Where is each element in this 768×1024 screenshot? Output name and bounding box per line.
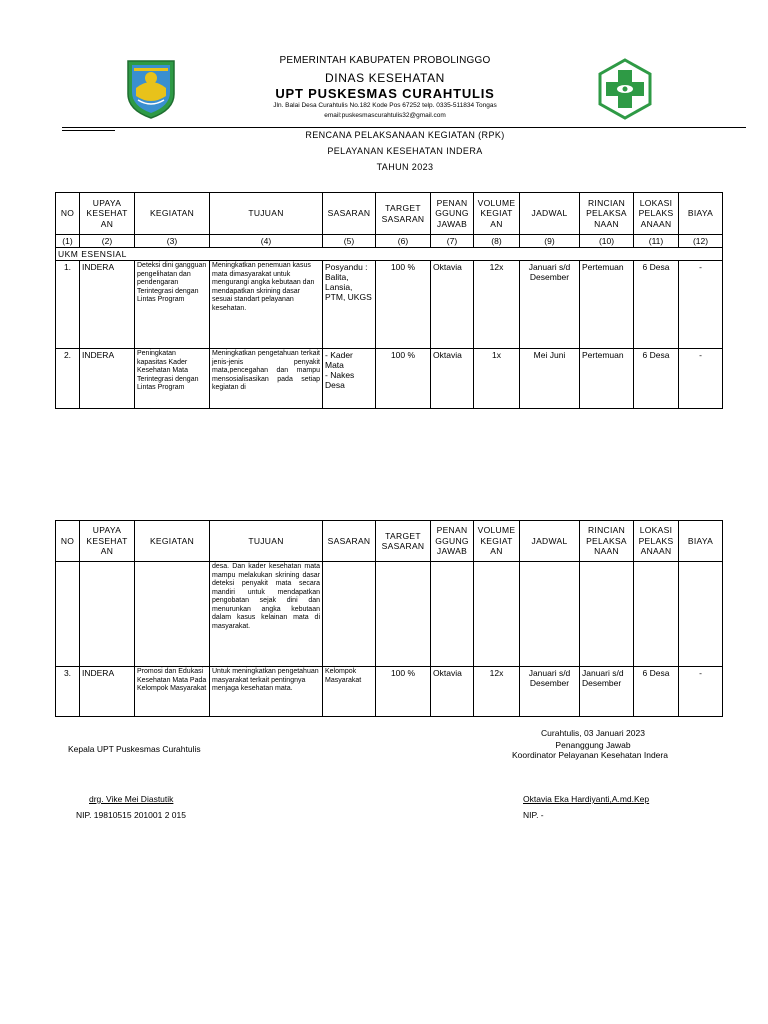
col-header: VOLUME KEGIAT AN: [474, 193, 520, 235]
row-volume: 12x: [474, 667, 520, 717]
table-row-continued: [56, 562, 723, 667]
row-no: 1.: [56, 261, 80, 349]
col-header: RINCIAN PELAKSA NAAN: [580, 521, 634, 562]
col-header: BIAYA: [679, 521, 723, 562]
col-header: UPAYA KESEHAT AN: [80, 521, 135, 562]
row-rincian: Pertemuan: [580, 349, 634, 409]
row-tujuan: desa. Dan kader kesehatan mata mampu melakukan skrining dasar deteksi penyakit mata secara mandiri untuk mendapatkan pengobatan sejak dini dan menurunkan angka kebutaan dalam kasus kelainan mata di masyarakat.: [210, 562, 323, 667]
row-rincian: Pertemuan: [580, 261, 634, 349]
row-sasaran: [323, 349, 376, 409]
col-header: JADWAL: [520, 193, 580, 235]
col-header: RINCIAN PELAKSA NAAN: [580, 193, 634, 235]
right-signer-name: Oktavia Eka Hardiyanti,A.md.Kep: [523, 794, 650, 804]
row-upaya: INDERA: [80, 667, 135, 717]
doc-year: TAHUN 2023: [376, 162, 434, 172]
puskesmas-logo: [598, 58, 652, 120]
rpk-table-page-1: [55, 192, 723, 409]
col-header: TUJUAN: [210, 193, 323, 235]
col-number: (9): [520, 235, 580, 248]
email: email:puskesmascurahtulis32@gmail.com: [324, 112, 446, 119]
col-header: NO: [56, 193, 80, 235]
column-number-row: [56, 235, 723, 248]
col-number: (5): [323, 235, 376, 248]
table-row: [56, 349, 723, 409]
col-number: (12): [679, 235, 723, 248]
row-volume: 1x: [474, 349, 520, 409]
row-no: 3.: [56, 667, 80, 717]
col-header: KEGIATAN: [135, 193, 210, 235]
right-signer-nip: NIP. -: [523, 810, 544, 820]
place-date: Curahtulis, 03 Januari 2023: [541, 728, 645, 738]
row-volume: 12x: [474, 261, 520, 349]
row-rincian: Januari s/d Desember: [580, 667, 634, 717]
regency-logo: [126, 58, 176, 120]
col-number: (2): [80, 235, 135, 248]
col-number: (4): [210, 235, 323, 248]
row-tujuan: Untuk meningkatkan pengetahuan masyarakat terkait pentingnya menjaga kesehatan mata.: [210, 667, 323, 717]
doc-title: RENCANA PELAKSANAAN KEGIATAN (RPK): [305, 130, 505, 140]
row-biaya: -: [679, 667, 723, 717]
col-header: JADWAL: [520, 521, 580, 562]
puskesmas-cross-icon: [598, 58, 652, 120]
col-header: SASARAN: [323, 521, 376, 562]
row-target: 100 %: [376, 349, 431, 409]
row-jadwal: Januari s/d Desember: [520, 667, 580, 717]
row-biaya: -: [679, 349, 723, 409]
table-row: [56, 261, 723, 349]
address: Jln. Balai Desa Curahtulis No.182 Kode Pos 67252 telp. 0335-511834 Tongas: [273, 102, 497, 109]
row-sasaran: Posyandu : Balita, Lansia, PTM, UKGS: [323, 261, 376, 349]
col-number: (7): [431, 235, 474, 248]
col-header: BIAYA: [679, 193, 723, 235]
col-header: PENAN GGUNG JAWAB: [431, 521, 474, 562]
row-kegiatan: Deteksi dini gangguan pengelihatan dan pendengaran Terintegrasi dengan Lintas Program: [135, 261, 210, 349]
government-name: PEMERINTAH KABUPATEN PROBOLINGGO: [279, 55, 491, 66]
right-signer-subtitle: Koordinator Pelayanan Kesehatan Indera: [512, 750, 668, 760]
table-header-row: [56, 521, 723, 562]
row-kegiatan: Promosi dan Edukasi Kesehatan Mata Pada Kelompok Masyarakat: [135, 667, 210, 717]
col-header: LOKASI PELAKS ANAAN: [634, 193, 679, 235]
section-row: [56, 248, 723, 261]
col-header: TARGET SASARAN: [376, 521, 431, 562]
row-kegiatan: Peningkatan kapasitas Kader Kesehatan Mata Terintegrasi dengan Lintas Program: [135, 349, 210, 409]
col-header: KEGIATAN: [135, 521, 210, 562]
row-lokasi: 6 Desa: [634, 261, 679, 349]
section-label: UKM ESENSIAL: [56, 248, 723, 261]
row-tujuan: Meningkatkan penemuan kasus mata dimasyarakat untuk mengurangi angka kebutaan dan mendapatkan skrining dasar sesuai standart pelayanan kesehatan.: [210, 261, 323, 349]
col-number: (6): [376, 235, 431, 248]
row-tujuan: Meningkatkan pengetahuan terkait jenis-jenis penyakit mata,pencegahan dan mampu mensosialisasikan pada setiap kegiatan di: [210, 349, 323, 409]
row-lokasi: 6 Desa: [634, 667, 679, 717]
row-pj: Oktavia: [431, 667, 474, 717]
left-signer-name: drg. Vike Mei Diastutik: [89, 794, 174, 804]
rpk-table-page-2: [55, 520, 723, 717]
col-header: TUJUAN: [210, 521, 323, 562]
col-number: (1): [56, 235, 80, 248]
table-row: [56, 667, 723, 717]
table-header-row: [56, 193, 723, 235]
right-signer-title: Penanggung Jawab: [555, 740, 631, 750]
col-header: UPAYA KESEHAT AN: [80, 193, 135, 235]
row-sasaran: Kelompok Masyarakat: [323, 667, 376, 717]
row-pj: Oktavia: [431, 261, 474, 349]
header-divider: [62, 127, 746, 128]
row-jadwal: Januari s/d Desember: [520, 261, 580, 349]
row-target: 100 %: [376, 667, 431, 717]
row-jadwal: Mei Juni: [520, 349, 580, 409]
col-number: (10): [580, 235, 634, 248]
doc-subtitle: PELAYANAN KESEHATAN INDERA: [327, 146, 483, 156]
col-header: TARGET SASARAN: [376, 193, 431, 235]
row-biaya: -: [679, 261, 723, 349]
col-header: PENAN GGUNG JAWAB: [431, 193, 474, 235]
row-lokasi: 6 Desa: [634, 349, 679, 409]
row-upaya: INDERA: [80, 261, 135, 349]
unit-name: UPT PUSKESMAS CURAHTULIS: [275, 86, 495, 101]
col-header: NO: [56, 521, 80, 562]
col-number: (3): [135, 235, 210, 248]
col-number: (11): [634, 235, 679, 248]
col-header: LOKASI PELAKS ANAAN: [634, 521, 679, 562]
row-no: 2.: [56, 349, 80, 409]
col-header: SASARAN: [323, 193, 376, 235]
left-signer-nip: NIP. 19810515 201001 2 015: [76, 810, 186, 820]
row-upaya: INDERA: [80, 349, 135, 409]
sasaran-item: - Nakes Desa: [325, 370, 355, 390]
row-pj: Oktavia: [431, 349, 474, 409]
row-target: 100 %: [376, 261, 431, 349]
sasaran-item: - Kader Mata: [325, 350, 353, 370]
col-header: VOLUME KEGIAT AN: [474, 521, 520, 562]
regency-crest-icon: [126, 58, 176, 120]
left-signer-title: Kepala UPT Puskesmas Curahtulis: [68, 744, 201, 754]
department-name: DINAS KESEHATAN: [325, 71, 445, 85]
col-number: (8): [474, 235, 520, 248]
header-divider-short: [62, 130, 115, 131]
